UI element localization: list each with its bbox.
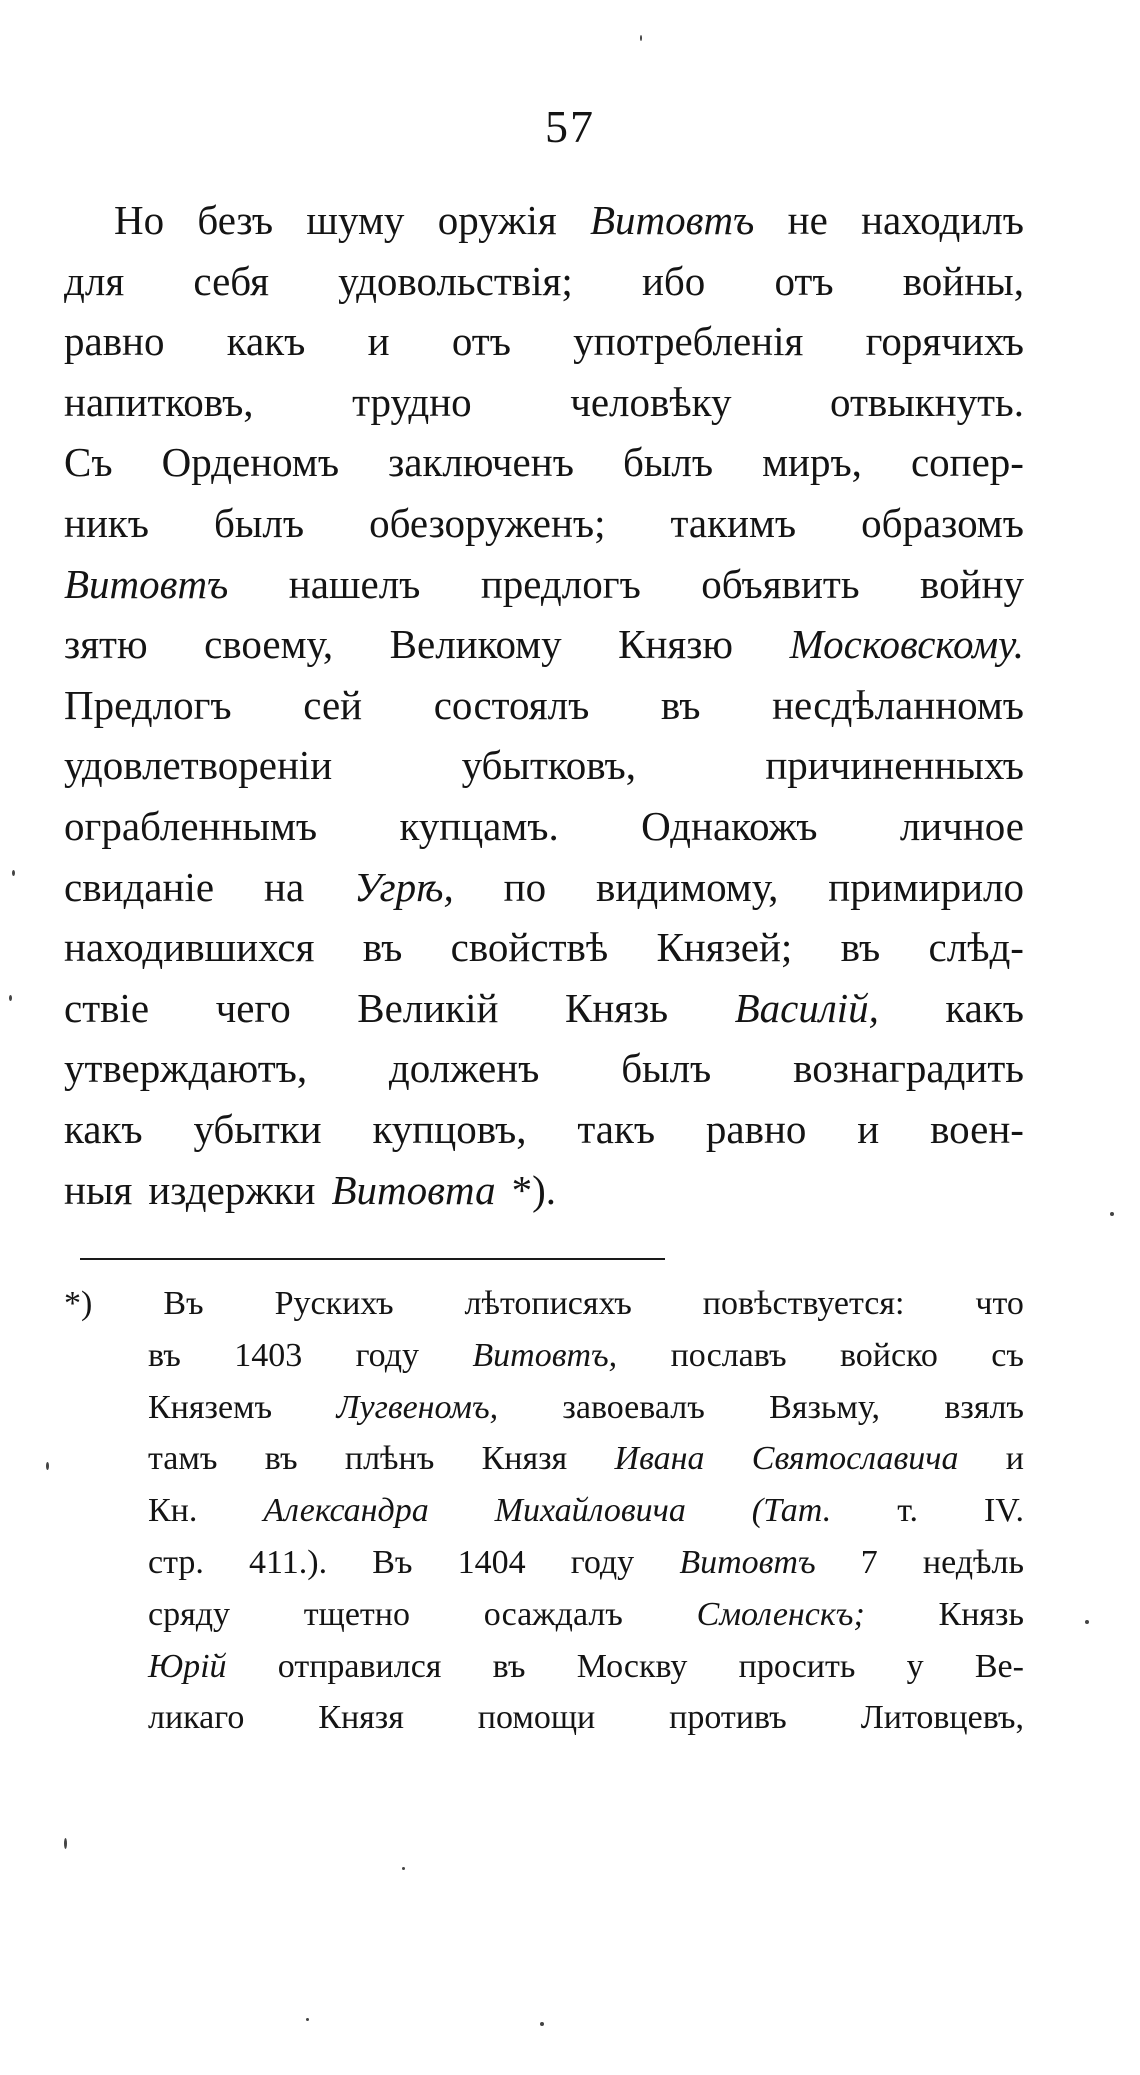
body-word: равно [705, 1105, 807, 1152]
body-word: сей [303, 681, 363, 728]
body-word: войны, [902, 257, 1024, 304]
body-word: свойствѣ [450, 924, 609, 971]
body-word: своему, [204, 621, 334, 668]
body-word: какъ [64, 1105, 143, 1152]
body-line [64, 1099, 1024, 1160]
body-word: вознаградить [793, 1045, 1024, 1092]
body-word: себя [193, 257, 269, 304]
body-line [64, 735, 1024, 796]
page-number: 57 [545, 101, 595, 152]
body-word: утверждаютъ, [64, 1045, 308, 1092]
footnote [64, 1278, 1024, 1744]
scan-speck [46, 1462, 49, 1470]
footnote-word: IV. [983, 1492, 1024, 1530]
footnote-word: войско [839, 1336, 938, 1374]
body-line [64, 311, 1024, 372]
footnote-line [64, 1641, 1024, 1693]
body-line [64, 190, 1024, 251]
footnote-word: 1403 [234, 1336, 303, 1374]
body-word: заключенъ [388, 439, 574, 486]
body-word: воен- [930, 1105, 1024, 1152]
footnote-word: съ [991, 1336, 1024, 1374]
footnote-line [64, 1382, 1024, 1434]
body-word: убытки [193, 1105, 322, 1152]
body-word: зятю [64, 621, 148, 668]
body-word: Однакожъ [641, 802, 818, 849]
footnote-word: Въ [163, 1285, 204, 1322]
body-word: свиданіе [64, 863, 215, 910]
body-word: въ [660, 681, 701, 728]
body-word: Великому [389, 621, 562, 668]
body-word: безъ [197, 197, 274, 243]
footnote-word: завоевалъ [562, 1388, 705, 1426]
scan-speck [9, 995, 12, 1001]
body-word: шуму [306, 197, 405, 243]
footnote-word: въ [264, 1440, 298, 1478]
body-word: такимъ [670, 499, 797, 546]
footnote-word: Витовтъ [679, 1543, 816, 1581]
footnote-word: Князя [481, 1440, 568, 1478]
body-word: личное [899, 802, 1024, 849]
footnote-word: лѣтописяхъ [464, 1285, 632, 1322]
scan-speck [640, 35, 642, 41]
body-word: Съ [64, 439, 113, 486]
body-word: образомъ [861, 499, 1024, 546]
body-word: отъ [451, 318, 511, 365]
footnote-line [64, 1537, 1024, 1589]
footnote-word: сряду [148, 1595, 231, 1633]
body-word: объявить [701, 560, 860, 607]
body-word: былъ [622, 439, 714, 486]
body-word: Московскому. [789, 621, 1024, 668]
body-word: находившихся [64, 924, 315, 971]
body-word: долженъ [388, 1045, 540, 1092]
footnote-word: осаждалъ [483, 1595, 623, 1633]
body-word: причиненныхъ [765, 742, 1024, 789]
footnote-word: *) [64, 1285, 93, 1322]
body-word: и [367, 318, 390, 365]
body-word: Орденомъ [161, 439, 340, 486]
footnote-word: Ивана [614, 1440, 705, 1478]
footnote-word: въ [492, 1647, 526, 1685]
body-word: чего [215, 984, 291, 1031]
body-word: находилъ [861, 197, 1024, 243]
body-word: нашелъ [288, 560, 421, 607]
body-line [64, 917, 1024, 978]
body-line [64, 554, 1024, 615]
body-word: какъ [945, 984, 1024, 1031]
footnote-word: и [1005, 1440, 1024, 1478]
body-line [64, 1038, 1024, 1099]
body-word: убытковъ, [461, 742, 636, 789]
scan-speck [1085, 1620, 1089, 1624]
body-word: Великій [357, 984, 499, 1031]
body-word: горячихъ [865, 318, 1024, 365]
footnote-line [64, 1330, 1024, 1382]
footnote-word: тамъ [148, 1440, 218, 1478]
footnote-word: плѣнъ [344, 1440, 435, 1478]
body-line [64, 978, 1024, 1039]
body-word: Но [114, 197, 165, 243]
footnote-word: Святославича [751, 1440, 959, 1478]
body-word: Предлогъ [64, 681, 232, 728]
body-word: трудно [352, 378, 472, 425]
footnote-word: недѣль [922, 1543, 1024, 1581]
body-word: какъ [226, 318, 306, 365]
scan-speck [1110, 1212, 1114, 1216]
body-word: Витовта [331, 1166, 496, 1213]
body-word: издержки [148, 1166, 316, 1213]
body-word: ибо [641, 257, 706, 304]
body-word: примирило [828, 863, 1024, 910]
scan-speck [540, 2022, 544, 2026]
footnote-word: году [570, 1543, 635, 1581]
scan-speck [306, 2018, 309, 2021]
footnote-word: Михайловича [494, 1492, 686, 1530]
body-word: Витовтъ [64, 560, 229, 607]
body-line [64, 857, 1024, 918]
footnote-word: Юрій [148, 1647, 227, 1685]
footnote-line [64, 1485, 1024, 1537]
body-word: не [787, 197, 828, 243]
footnote-line [64, 1692, 1024, 1744]
footnote-word: Ве- [974, 1647, 1024, 1685]
footnote-line [64, 1278, 1024, 1330]
footnote-word: 7 [860, 1543, 878, 1581]
body-word: отвыкнуть. [829, 378, 1024, 425]
footnote-word: Лугвеномъ, [336, 1388, 499, 1426]
footnote-word: Княземъ [148, 1388, 273, 1426]
body-word: равно [64, 318, 165, 365]
body-word: купцамъ. [399, 802, 559, 849]
body-word: Князь [565, 984, 669, 1031]
footnote-word: Князь [938, 1595, 1024, 1633]
body-word: удовольствія; [338, 257, 573, 304]
footnote-word: (Тат. [751, 1492, 832, 1530]
body-word: войну [920, 560, 1024, 607]
body-word: употребленія [573, 318, 804, 365]
footnote-word: тщетно [303, 1595, 410, 1633]
footnote-word: противъ [669, 1699, 787, 1737]
scan-speck [12, 870, 15, 876]
footnote-word: Вязьму, [769, 1388, 881, 1426]
footnote-word: Александра [263, 1492, 429, 1530]
body-word: состоялъ [433, 681, 590, 728]
body-line [64, 493, 1024, 554]
body-word: такъ [577, 1105, 656, 1152]
body-line [64, 372, 1024, 433]
body-line [64, 796, 1024, 857]
footnote-word: году [355, 1336, 419, 1374]
body-word: ныя [64, 1166, 133, 1213]
body-word: видимому, [596, 863, 779, 910]
body-word: напитковъ, [64, 378, 254, 425]
body-word: въ [362, 924, 403, 971]
footnote-line [64, 1589, 1024, 1641]
footnote-word: отправился [277, 1647, 442, 1685]
body-word: оружія [437, 197, 557, 243]
footnote-word: Смоленскъ; [696, 1595, 865, 1633]
body-word: удовлетвореніи [64, 742, 333, 789]
footnote-word: у [906, 1647, 924, 1685]
body-word: былъ [214, 499, 305, 546]
footnote-word: просить [738, 1647, 856, 1685]
body-line [64, 432, 1024, 493]
scan-speck [64, 1838, 67, 1849]
body-line [64, 614, 1024, 675]
main-text [64, 190, 1024, 1220]
body-word: на [264, 863, 305, 910]
body-word: и [857, 1105, 880, 1152]
footnote-word: повѣствуется: [702, 1285, 905, 1322]
body-word: предлогъ [480, 560, 641, 607]
footnote-word: что [975, 1285, 1024, 1322]
body-word: отъ [774, 257, 834, 304]
footnote-word: Князя [318, 1699, 404, 1737]
body-word: Василій, [734, 984, 879, 1031]
body-word: Князю [618, 621, 734, 668]
body-word: слѣд- [928, 924, 1024, 971]
body-word: *). [511, 1166, 556, 1213]
footnote-word: помощи [477, 1699, 596, 1737]
body-word: для [64, 257, 125, 304]
footnote-separator [80, 1258, 665, 1260]
footnote-line [64, 1433, 1024, 1485]
body-word: Витовтъ [590, 197, 755, 243]
footnote-word: Рускихъ [274, 1285, 394, 1322]
footnote-word: Витовтъ, [472, 1336, 618, 1374]
scan-speck [402, 1867, 405, 1870]
footnote-word: Литовцевъ, [860, 1699, 1024, 1737]
body-word: купцовъ, [372, 1105, 527, 1152]
footnote-word: пославъ [670, 1336, 787, 1374]
body-word: Угрѣ, [354, 863, 454, 910]
body-word: человѣку [570, 378, 732, 425]
body-word: несдѣланномъ [772, 681, 1024, 728]
footnote-word: взялъ [944, 1388, 1024, 1426]
body-word: сопер- [910, 439, 1024, 486]
body-line [64, 251, 1024, 312]
body-word: миръ, [762, 439, 862, 486]
footnote-word: стр. [148, 1543, 204, 1581]
body-word: по [503, 863, 547, 910]
body-word: ствіе [64, 984, 150, 1031]
body-word: былъ [621, 1045, 712, 1092]
body-word: никъ [64, 499, 150, 546]
footnote-word: ликаго [148, 1699, 245, 1737]
body-word: ограбленнымъ [64, 802, 318, 849]
body-line [64, 675, 1024, 736]
footnote-word: Въ [372, 1543, 413, 1581]
footnote-word: 411.). [249, 1543, 328, 1581]
footnote-word: 1404 [457, 1543, 526, 1581]
footnote-word: Кн. [148, 1492, 198, 1530]
footnote-word: т. [897, 1492, 919, 1530]
body-word: Князей; [656, 924, 793, 971]
footnote-word: въ [148, 1336, 181, 1374]
body-word: въ [840, 924, 881, 971]
body-line [64, 1160, 1024, 1221]
footnote-word: Москву [576, 1647, 688, 1685]
body-word: обезоруженъ; [369, 499, 606, 546]
